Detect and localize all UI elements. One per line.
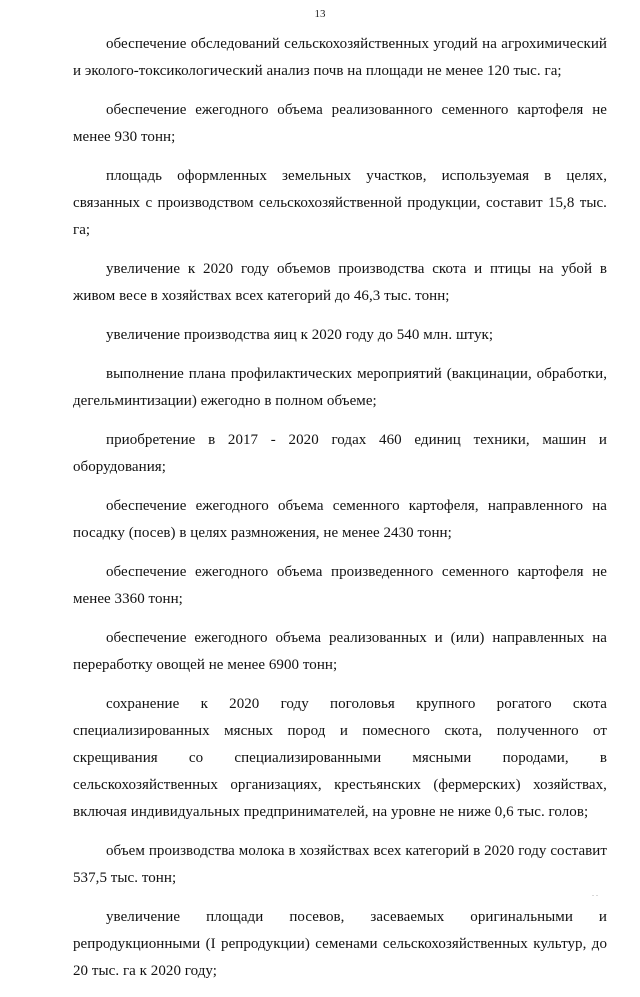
paragraph-seed-potato-produced: обеспечение ежегодного объема произведенного семенного картофеля не менее 3360 тонн; [73, 564, 607, 607]
paragraph-equipment-purchase: приобретение в 2017 - 2020 годах 460 единиц техники, машин и оборудования; [73, 432, 607, 475]
paragraph-seed-crops-area: увеличение площади посевов, засеваемых оригинальными и репродукционными (I репродукции) семенами сельскохозяйственных культур, до 20 тыс. га к 2020 году; [73, 909, 607, 979]
paragraph-preventive-measures: выполнение плана профилактических мероприятий (вакцинации, обработки, дегельминтизации) ежегодно в полном объеме; [73, 366, 607, 409]
paragraph-milk-production: объем производства молока в хозяйствах всех категорий в 2020 году составит 537,5 тыс. тонн; [73, 843, 607, 886]
page-number: 13 [314, 8, 326, 20]
paragraph-egg-production: увеличение производства яиц к 2020 году до 540 млн. штук; [106, 327, 494, 343]
paragraph-soil-survey: обеспечение обследований сельскохозяйственных угодий на агрохимический и эколого-токсикологический анализ почв на площади не менее 120 тыс. га; [73, 36, 607, 79]
paragraph-livestock-slaughter: увеличение к 2020 году объемов производства скота и птицы на убой в живом весе в хозяйствах всех категорий до 46,3 тыс. тонн; [73, 261, 607, 304]
paragraph-vegetables: обеспечение ежегодного объема реализованных и (или) направленных на переработку овощей не менее 6900 тонн; [73, 630, 607, 673]
paragraph-beef-cattle: сохранение к 2020 году поголовья крупного рогатого скота специализированных мясных пород и помесного скота, полученного от скрещивания со специализированными мясными породами, в сельскохозяйственных организациях, крестьянских (фермерских) хозяйствах, включая индивидуальных предпринимателей, на уровне не ниже 0,6 тыс. голов; [73, 696, 607, 820]
document-body [73, 31, 607, 997]
scan-mark: . . [592, 889, 598, 898]
paragraph-seed-potato-planting: обеспечение ежегодного объема семенного картофеля, направленного на посадку (посев) в целях размножения, не менее 2430 тонн; [73, 498, 607, 541]
paragraph-land-plots: площадь оформленных земельных участков, используемая в целях, связанных с производством сельскохозяйственной продукции, составит 15,8 тыс. га; [73, 168, 607, 238]
paragraph-seed-potato-sold: обеспечение ежегодного объема реализованного семенного картофеля не менее 930 тонн; [73, 102, 607, 145]
